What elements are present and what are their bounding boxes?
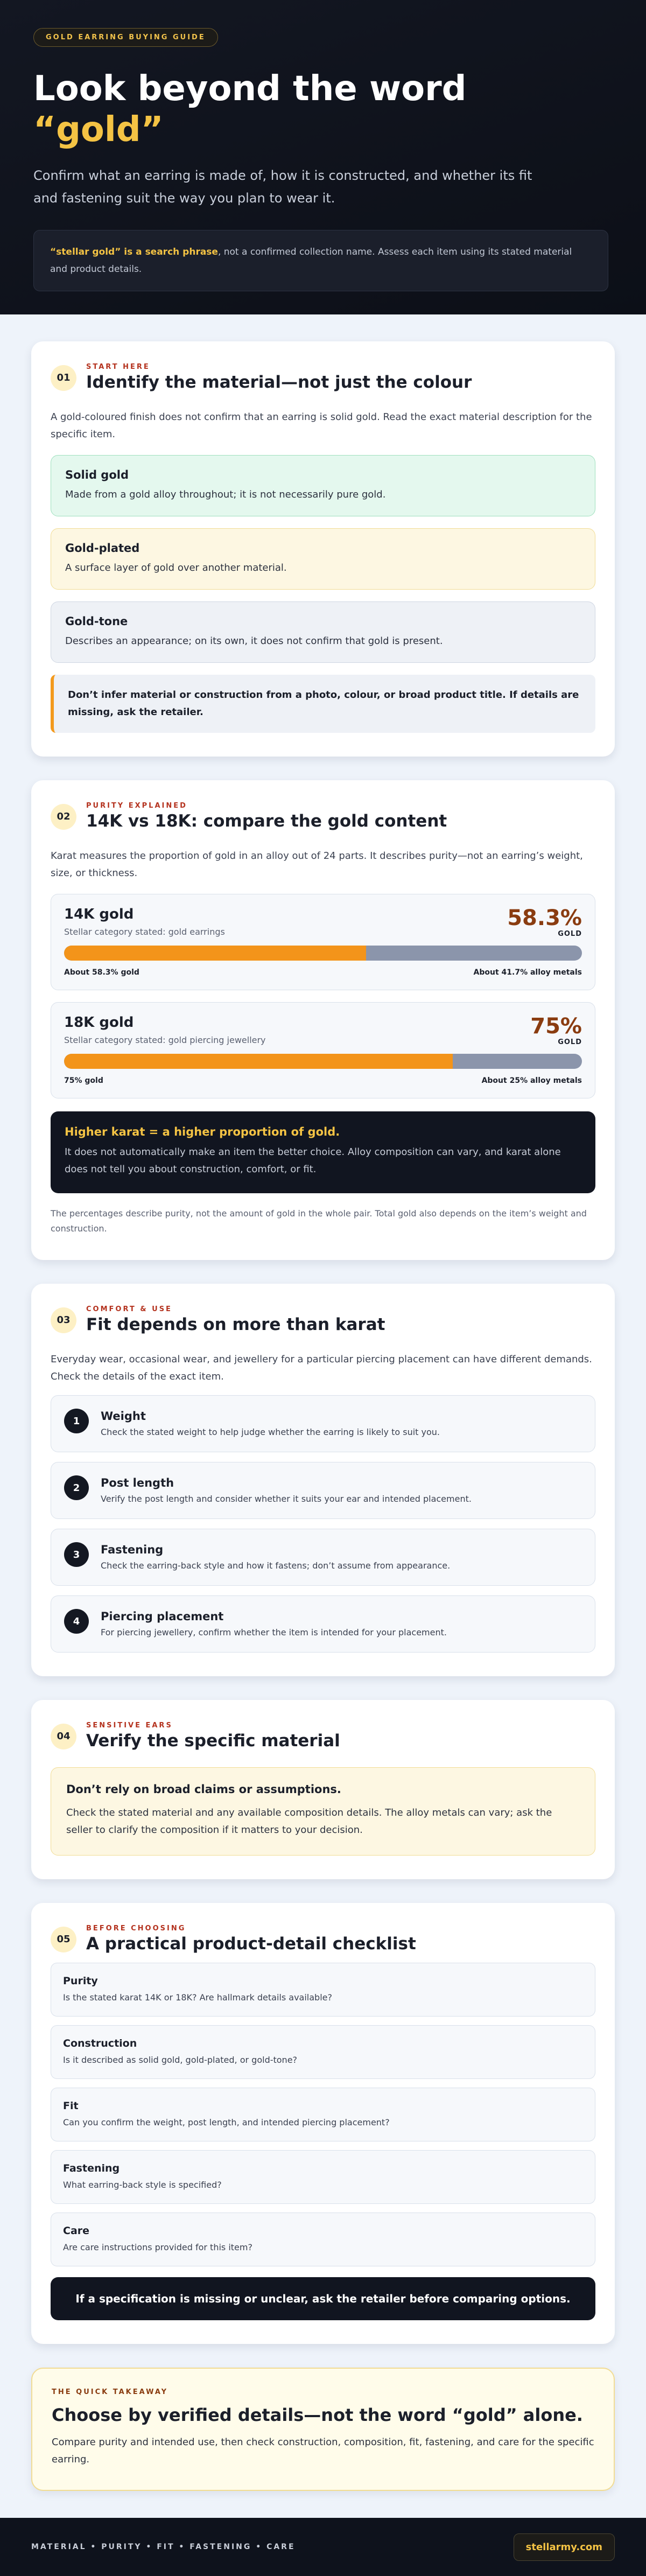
check-title: Fastening [63,2162,120,2174]
step-number: 4 [64,1609,89,1634]
purity-bar [64,946,582,961]
step-title: Piercing placement [101,1610,224,1623]
checklist-item [51,1963,595,2017]
insight-title: Higher karat = a higher proportion of gold. [65,1125,340,1138]
karat-insight-box [51,1111,595,1193]
page-footer [0,2518,646,2576]
purity-bar-fill [64,946,366,961]
karat-category: Stellar category stated: gold piercing jewellery [64,1035,266,1045]
check-title: Purity [63,1975,98,1987]
callout-text: Check the stated material and any available composition details. The alloy metals can vary; ask the seller to clarify the composition if it matters to your decision. [66,1807,552,1836]
purity-bar-fill [64,1054,453,1069]
section-kicker: SENSITIVE EARS [86,1721,173,1730]
check-desc: Is it described as solid gold, gold-plated, or gold-tone? [63,2055,298,2065]
page-title [33,68,613,150]
material-card-tone [51,601,595,663]
material-card-solid [51,455,595,516]
material-card-plated [51,528,595,590]
section-intro: A gold-coloured finish does not confirm that an earring is solid gold. Read the exact material description for the specific item. [51,411,592,440]
material-desc: Describes an appearance; on its own, it does not confirm that gold is present. [65,635,443,647]
check-desc: Is the stated karat 14K or 18K? Are hallmark details available? [63,1992,332,2003]
takeaway-kicker: THE QUICK TAKEAWAY [52,2388,168,2396]
quick-takeaway [31,2368,615,2491]
section-number: 04 [51,1724,76,1749]
check-desc: What earring-back style is specified? [63,2180,222,2190]
site-link[interactable]: stellarmy.com [514,2533,615,2561]
section-number: 02 [51,804,76,830]
title-line-2: “gold” [33,110,164,150]
section-purity [31,780,615,1260]
step-number: 1 [64,1409,89,1433]
section-title: Identify the material—not just the colour [86,373,472,392]
section-sensitive [31,1700,615,1879]
section-title: 14K vs 18K: compare the gold content [86,811,447,831]
hero-lead: Confirm what an earring is made of, how it is constructed, and whether its fit and fastening suit the way you plan to wear it. [33,168,532,206]
section-header [51,363,595,393]
callout-title: Don’t rely on broad claims or assumptions. [66,1783,341,1796]
gold-share-label: 75% gold [64,1076,103,1085]
section-header [51,1924,595,1954]
material-title: Gold-plated [65,542,140,555]
karat-percent: 75% [530,1014,582,1039]
step-number: 2 [64,1475,89,1500]
section-header [51,1305,595,1335]
step-desc: For piercing jewellery, confirm whether the item is intended for your placement. [101,1627,447,1637]
guide-eyebrow: GOLD EARRING BUYING GUIDE [33,28,218,47]
step-item [51,1529,595,1586]
karat-card-14k [51,894,595,990]
section-material [31,341,615,757]
sensitive-callout [51,1767,595,1856]
section-kicker: PURITY EXPLAINED [86,802,187,810]
alloy-share-label: About 25% alloy metals [481,1076,582,1085]
section-fit [31,1284,615,1676]
main-content [0,314,646,2491]
section-header [51,1721,595,1751]
checklist-item [51,2213,595,2266]
gold-share-label: About 58.3% gold [64,968,139,977]
takeaway-text: Compare purity and intended use, then check construction, composition, fit, fastening, and care for the specific earring. [52,2437,594,2465]
step-title: Weight [101,1410,146,1423]
karat-title: 18K gold [64,1014,134,1031]
step-item [51,1395,595,1452]
check-desc: Are care instructions provided for this item? [63,2242,252,2252]
material-desc: Made from a gold alloy throughout; it is not necessarily pure gold. [65,489,386,500]
section-header [51,802,595,831]
section-kicker: BEFORE CHOOSING [86,1924,186,1933]
section-kicker: COMFORT & USE [86,1305,172,1313]
check-title: Care [63,2225,90,2237]
check-desc: Can you confirm the weight, post length, and intended piercing placement? [63,2117,390,2127]
note-bold: “stellar gold” is a search phrase [50,247,218,257]
karat-percent-label: GOLD [558,930,582,938]
karat-category: Stellar category stated: gold earrings [64,927,225,937]
material-title: Solid gold [65,468,129,481]
check-title: Fit [63,2100,79,2112]
karat-card-18k [51,1002,595,1098]
karat-title: 14K gold [64,906,134,922]
step-desc: Verify the post length and consider whether it suits your ear and intended placement. [101,1494,472,1504]
material-desc: A surface layer of gold over another material. [65,562,287,573]
section-kicker: START HERE [86,363,150,371]
material-title: Gold-tone [65,615,128,628]
step-item [51,1595,595,1653]
purity-bar [64,1054,582,1069]
purity-footnote: The percentages describe purity, not the amount of gold in the whole pair. Total gold also depends on the item’s weight and construction. [51,1208,587,1234]
section-number: 01 [51,365,76,391]
hero-banner [0,0,646,314]
check-title: Construction [63,2038,137,2049]
section-title: Fit depends on more than karat [86,1315,385,1334]
section-intro: Everyday wear, occasional wear, and jewellery for a particular piercing placement can have different demands. Check the details of the exact item. [51,1354,592,1382]
step-title: Post length [101,1476,174,1489]
section-title: Verify the specific material [86,1731,340,1751]
checklist-item [51,2088,595,2141]
step-desc: Check the earring-back style and how it fastens; don’t assume from appearance. [101,1560,451,1571]
step-number: 3 [64,1542,89,1567]
step-desc: Check the stated weight to help judge whether the earring is likely to suit you. [101,1427,440,1437]
search-phrase-note [33,230,608,291]
note-rest: , not a confirmed collection name. Assess each item using its stated material and product details. [50,247,572,275]
step-item [51,1462,595,1519]
insight-text: It does not automatically make an item the better choice. Alloy composition can vary, and karat alone does not tell you about construction, comfort, or fit. [65,1146,561,1175]
section-intro: Karat measures the proportion of gold in an alloy out of 24 parts. It describes purity—not an earring’s weight, size, or thickness. [51,850,583,879]
footer-tags: MATERIAL • PURITY • FIT • FASTENING • CARE [31,2543,296,2551]
alloy-share-label: About 41.7% alloy metals [473,968,582,977]
section-number: 05 [51,1927,76,1952]
section-number: 03 [51,1307,76,1333]
checklist-item [51,2025,595,2079]
checklist-cta-banner: If a specification is missing or unclear, ask the retailer before comparing options. [51,2277,595,2320]
step-title: Fastening [101,1543,164,1556]
section-checklist [31,1903,615,2344]
section-title: A practical product-detail checklist [86,1934,416,1954]
karat-percent: 58.3% [507,906,582,930]
checklist-item [51,2150,595,2204]
takeaway-title: Choose by verified details—not the word “gold” alone. [52,2405,583,2425]
title-line-1: Look beyond the word [33,69,467,109]
karat-percent-label: GOLD [558,1038,582,1046]
warning-note: Don’t infer material or construction from a photo, colour, or broad product title. If details are missing, ask the retailer. [51,675,595,733]
